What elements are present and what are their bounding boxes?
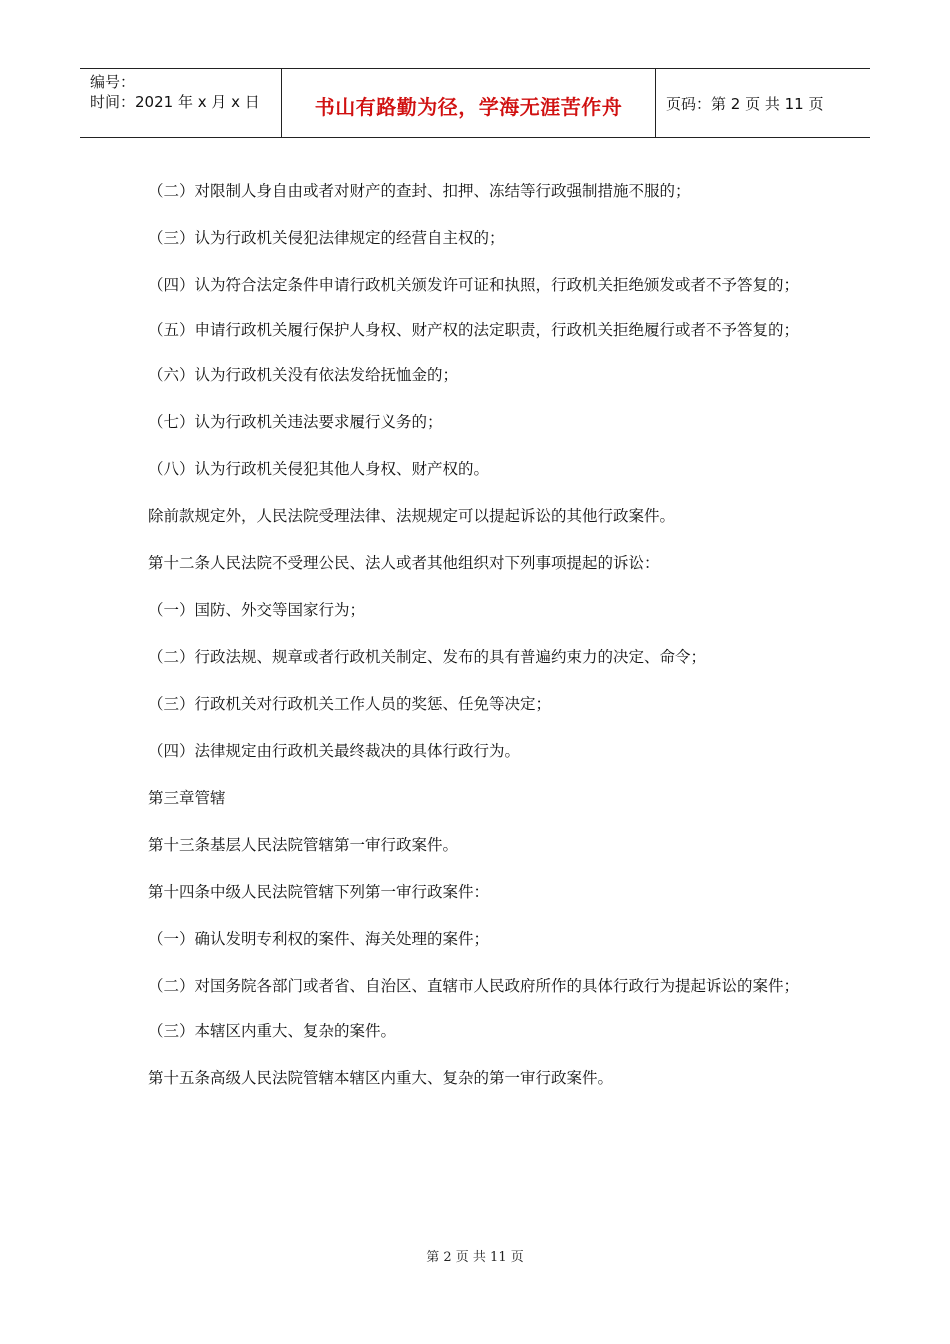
paragraph: （三）行政机关对行政机关工作人员的奖惩、任免等决定； bbox=[148, 695, 552, 713]
paragraph: （一）确认发明专利权的案件、海关处理的案件； bbox=[148, 930, 490, 948]
header-page-info: 页码：第 2 页 共 11 页 bbox=[666, 95, 824, 113]
page-footer: 第 2 页 共 11 页 bbox=[426, 1250, 524, 1265]
paragraph: （四）认为符合法定条件申请行政机关颁发许可证和执照，行政机关拒绝颁发或者不予答复的； bbox=[148, 276, 800, 294]
paragraph: （三）本辖区内重大、复杂的案件。 bbox=[148, 1022, 397, 1040]
header-page-cell bbox=[656, 69, 870, 137]
paragraph: （二）对国务院各部门或者省、自治区、直辖市人民政府所作的具体行政行为提起诉讼的案件； bbox=[148, 977, 800, 995]
paragraph: （四）法律规定由行政机关最终裁决的具体行政行为。 bbox=[148, 742, 521, 760]
paragraph: （七）认为行政机关违法要求履行义务的； bbox=[148, 413, 443, 431]
document-date-label: 时间：2021 年 x 月 x 日 bbox=[90, 93, 260, 111]
document-number-label: 编号： bbox=[90, 73, 136, 91]
paragraph: 第十四条中级人民法院管辖下列第一审行政案件： bbox=[148, 883, 490, 901]
paragraph: （六）认为行政机关没有依法发给抚恤金的； bbox=[148, 366, 459, 384]
paragraph: 除前款规定外，人民法院受理法律、法规规定可以提起诉讼的其他行政案件。 bbox=[148, 507, 676, 525]
header-meta-cell bbox=[80, 69, 282, 137]
paragraph: 第十三条基层人民法院管辖第一审行政案件。 bbox=[148, 836, 459, 854]
document-body bbox=[80, 178, 858, 1091]
paragraph: （二）对限制人身自由或者对财产的查封、扣押、冻结等行政强制措施不服的； bbox=[148, 182, 691, 200]
paragraph: （八）认为行政机关侵犯其他人身权、财产权的。 bbox=[148, 460, 490, 478]
chapter-heading: 第三章管辖 bbox=[148, 789, 226, 807]
paragraph: （二）行政法规、规章或者行政机关制定、发布的具有普遍约束力的决定、命令； bbox=[148, 648, 707, 666]
document-header bbox=[80, 68, 870, 138]
paragraph: 第十二条人民法院不受理公民、法人或者其他组织对下列事项提起的诉讼： bbox=[148, 554, 660, 572]
paragraph: 第十五条高级人民法院管辖本辖区内重大、复杂的第一审行政案件。 bbox=[148, 1069, 614, 1087]
header-motto: 书山有路勤为径，学海无涯苦作舟 bbox=[314, 95, 623, 119]
paragraph: （一）国防、外交等国家行为； bbox=[148, 601, 366, 619]
paragraph: （五）申请行政机关履行保护人身权、财产权的法定职责，行政机关拒绝履行或者不予答复的； bbox=[148, 321, 800, 339]
header-motto-cell bbox=[282, 69, 656, 137]
paragraph: （三）认为行政机关侵犯法律规定的经营自主权的； bbox=[148, 229, 505, 247]
